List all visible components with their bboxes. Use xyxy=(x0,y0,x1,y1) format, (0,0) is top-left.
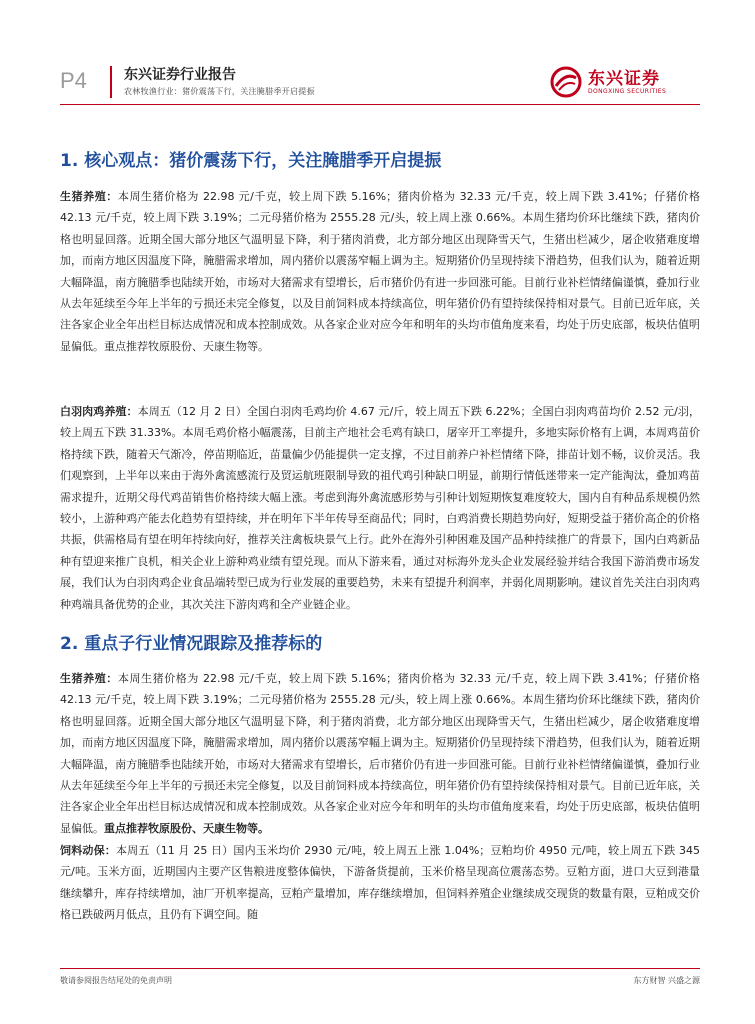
logo-text-en: DONGXING SECURITIES xyxy=(588,88,667,95)
company-logo xyxy=(550,64,700,100)
report-title: 东兴证券行业报告 xyxy=(124,67,236,83)
paragraph-body: 本周五（11 月 25 日）国内玉米均价 2930 元/吨，较上周五上涨 1.04%；豆粕均价 4950 元/吨，较上周五下跌 345 元/吨。玉米方面，近期国内主要产区售粮进度整体偏快，下游备货提前，玉米价格呈现高位震荡态势。豆粕方面，进口大豆到港量继续攀升，库存持续增加，油厂开机率提高，豆粕产量增加，库存继续增加，但饲料养殖企业继续成交现货的数量有限，豆粕成交价格已跌破两月低点，且仍有下调空间。随 xyxy=(60,844,700,922)
paragraph-body: 本周五（12 月 2 日）全国白羽肉毛鸡均价 4.67 元/斤，较上周五下跌 6.22%；全国白羽肉鸡苗均价 2.52 元/羽，较上周五下跌 31.33%。本周毛鸡价格小幅震荡，目前主产地社会毛鸡有缺口，屠宰开工率提升，多地实际价格有上调，本周鸡苗价格持续下跌，随着天气渐冷，停苗期临近，苗量偏少仍能提供一定支撑，不过目前养户补栏情绪下降，排苗计划不畅，议价灵活。我们观察到，上半年以来由于海外禽流感流行及贸运航班限制导致的祖代鸡引种缺口明显，前期行情低迷带来一定产能淘汰，叠加鸡苗需求提升，近期父母代鸡苗销售价格持续大幅上涨。考虑到海外禽流感形势与引种计划短期恢复难度较大，国内自有种品系规模仍然较小，上游种鸡产能去化趋势有望持续，并在明年下半年传导至商品代；同时，白鸡消费长期趋势向好，短期受益于猪价高企的价格共振，供需格局有望在明年持续向好，推荐关注禽板块景气上行。此外在海外引种困难及国产品种持续推广的背景下，国内白鸡新品种有望迎来推广良机，相关企业上游种鸡业绩有望兑现。而从下游来看，通过对标海外龙头企业发展经验并结合我国下游消费市场发展，我们认为白羽肉鸡企业食品端转型已成为行业发展的重要趋势，未来有望提升利润率，并弱化周期影响。建议首先关注白羽肉鸡种鸡端具备优势的企业，其次关注下游肉鸡和全产业链企业。 xyxy=(60,405,700,611)
paragraph-pig-farming-2 xyxy=(60,668,700,839)
report-subtitle: 农林牧渔行业：猪价震荡下行，关注腌腊季开启提振 xyxy=(124,87,315,96)
paragraph-lead: 生猪养殖： xyxy=(60,672,118,685)
header-divider xyxy=(110,66,112,98)
section-title-2: 2. 重点子行业情况跟踪及推荐标的 xyxy=(60,634,323,654)
footer-disclaimer: 敬请参阅报告结尾处的免责声明 xyxy=(60,976,172,985)
logo-mark-icon xyxy=(550,66,582,98)
paragraph-lead: 白羽肉鸡养殖： xyxy=(60,405,138,418)
page-header xyxy=(60,60,700,100)
section-title-1: 1. 核心观点：猪价震荡下行，关注腌腊季开启提振 xyxy=(60,151,442,171)
footer-slogan: 东方财智 兴盛之源 xyxy=(633,976,700,985)
paragraph-body: 本周生猪价格为 22.98 元/千克，较上周下跌 5.16%；猪肉价格为 32.33 元/千克，较上周下跌 3.41%；仔猪价格 42.13 元/千克，较上周下跌 3.19%；二元母猪价格为 2555.28 元/头，较上周上涨 0.66%。本周生猪均价环比继续下跌，猪肉价格也明显回落。近期全国大部分地区气温明显下降，利于猪肉消费，北方部分地区出现降雪天气，生猪出栏减少，屠企收猪难度增加，而南方地区因温度下降，腌腊需求增加，周内猪价以震荡窄幅上调为主。短期猪价仍呈现持续下滑趋势，但我们认为，随着近期大幅降温，南方腌腊季也陆续开始，市场对大猪需求有望增长，后市猪价仍有进一步回涨可能。目前行业补栏情绪偏谨慎，叠加行业从去年延续至今年上半年的亏损还未完全修复，以及目前饲料成本持续高位，明年猪价仍有望持续保持相对景气。目前已近年底，关注各家企业全年出栏目标达成情况和成本控制成效。从各家企业对应今年和明年的头均市值角度来看，均处于历史底部，板块估值明显偏低。 xyxy=(60,672,700,835)
paragraph-white-broiler xyxy=(60,401,700,615)
page-number: P4 xyxy=(60,68,87,93)
recommendation-highlight: 重点推荐牧原股份、天康生物等。 xyxy=(104,821,269,835)
paragraph-feed-animal-health xyxy=(60,840,700,926)
logo-text-cn: 东兴证券 xyxy=(588,69,660,89)
header-rule xyxy=(60,104,700,105)
footer-rule xyxy=(60,968,700,969)
paragraph-lead: 生猪养殖： xyxy=(60,190,118,203)
paragraph-pig-farming-1 xyxy=(60,186,700,357)
paragraph-body: 本周生猪价格为 22.98 元/千克，较上周下跌 5.16%；猪肉价格为 32.33 元/千克，较上周下跌 3.41%；仔猪价格 42.13 元/千克，较上周下跌 3.19%；二元母猪价格为 2555.28 元/头，较上周上涨 0.66%。本周生猪均价环比继续下跌，猪肉价格也明显回落。近期全国大部分地区气温明显下降，利于猪肉消费，北方部分地区出现降雪天气，生猪出栏减少，屠企收猪难度增加，而南方地区因温度下降，腌腊需求增加，周内猪价以震荡窄幅上调为主。短期猪价仍呈现持续下滑趋势，但我们认为，随着近期大幅降温，南方腌腊季也陆续开始，市场对大猪需求有望增长，后市猪价仍有进一步回涨可能。目前行业补栏情绪偏谨慎，叠加行业从去年延续至今年上半年的亏损还未完全修复，以及目前饲料成本持续高位，明年猪价仍有望持续保持相对景气。目前已近年底，关注各家企业全年出栏目标达成情况和成本控制成效。从各家企业对应今年和明年的头均市值角度来看，均处于历史底部，板块估值明显偏低。重点推荐牧原股份、天康生物等。 xyxy=(60,190,700,353)
paragraph-lead: 饲料动保： xyxy=(60,844,116,857)
